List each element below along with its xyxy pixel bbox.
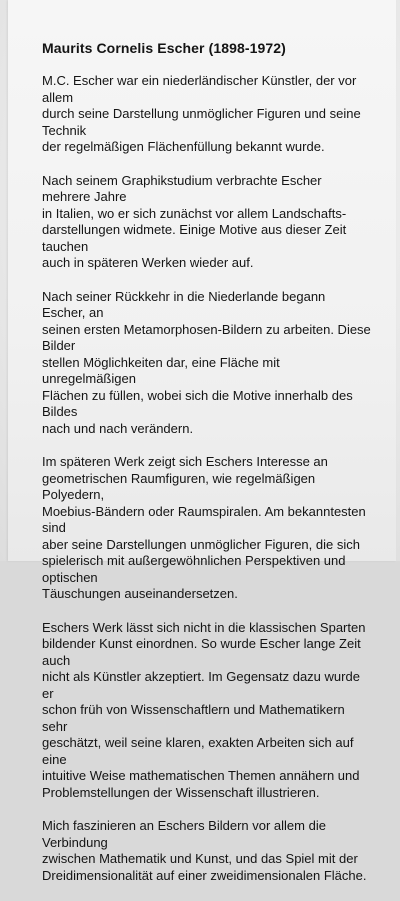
paragraph-italy: Nach seinem Graphikstudium verbrachte Escher mehrere Jahre in Italien, wo er sich zunächst vor allem Landschafts- darstellungen widmete. Einige Motive aus dieser Zeit tauchen auch in späteren Werken wieder auf.	[42, 172, 347, 270]
paragraph-reception: Eschers Werk lässt sich nicht in die klassischen Sparten bildender Kunst einordnen. So wurde Escher lange Zeit auch nicht als Künstler akzeptiert. Im Gegensatz dazu wurde er schon früh von Wissenschaftlern und Mathematikern sehr geschätzt, weil seine klaren, exakten Arbeiten sich auf eine intuitive Weise mathematischen Themen annähern und Problemstellungen der Wissenschaft illustrieren.	[42, 619, 366, 800]
document-body	[42, 40, 372, 901]
document-title: Maurits Cornelis Escher (1898-1972)	[42, 40, 286, 56]
paragraph-spatial-figures: Im späteren Werk zeigt sich Eschers Interesse an geometrischen Raumfiguren, wie regelmäßigen Polyedern, Moebius-Bändern oder Raumspiralen. Am bekanntesten sind aber seine Darstellungen unmöglicher Figuren, die sich spielerisch mit außergewöhnlichen Perspektiven und optischen Täuschungen auseinandersetzen.	[42, 454, 366, 601]
paragraph-fascination: Mich faszinieren an Eschers Bildern vor allem die Verbindung zwischen Mathematik und Kunst, und das Spiel mit der Dreidimensionalität auf einer zweidimensionalen Fläche.	[42, 818, 367, 883]
paragraph-intro: M.C. Escher war ein niederländischer Künstler, der vor allem durch seine Darstellung unmöglicher Figuren und seine Technik der regelmäßigen Flächenfüllung bekannt wurde.	[42, 73, 361, 154]
paragraph-metamorphoses: Nach seiner Rückkehr in die Niederlande begann Escher, an seinen ersten Metamorphosen-Bildern zu arbeiten. Diese Bilder stellen Möglichkeiten dar, eine Fläche mit unregelmäßigen Flächen zu füllen, wobei sich die Motive innerhalb des Bildes nach und nach verändern.	[42, 288, 371, 436]
paper-sheet	[8, 0, 396, 883]
